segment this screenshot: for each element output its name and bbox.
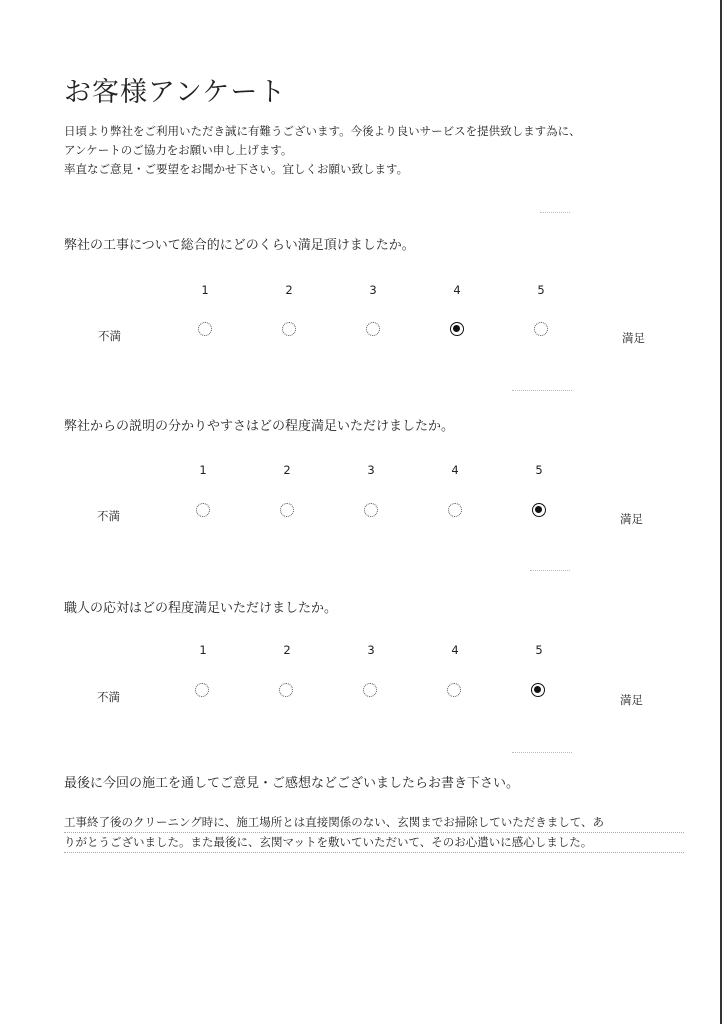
question-3-text: 職人の応対はどの程度満足いただけましたか。 [64, 601, 338, 616]
question-1-text: 弊社の工事について総合的にどのくらい満足頂けましたか。 [64, 238, 415, 253]
scale-number: 4 [453, 283, 461, 297]
rating-radio-q3-1[interactable] [195, 683, 209, 697]
rating-radio-q3-5[interactable] [531, 683, 545, 697]
comment-question: 最後に今回の施工を通してご意見・ご感想などございましたらお書き下さい。 [64, 776, 520, 791]
rating-radio-q1-5[interactable] [534, 322, 548, 336]
scale-number: 1 [199, 463, 207, 477]
comment-line: りがとうございました。また最後に、玄関マットを敷いていただいて、そのお心遣いに感心しました。 [64, 833, 684, 853]
scale-number: 4 [451, 463, 459, 477]
scan-speck [530, 570, 570, 572]
scale-number: 3 [367, 643, 375, 657]
comment-line: 工事終了後のクリーニング時に、施工場所とは直接関係のない、玄関までお掃除していただきまして、あ [64, 813, 684, 833]
scale-low-label: 不満 [97, 690, 120, 704]
rating-radio-q3-3[interactable] [363, 683, 377, 697]
scale-number: 1 [201, 283, 209, 297]
rating-radio-q1-3[interactable] [366, 322, 380, 336]
scale-number: 2 [283, 463, 291, 477]
scale-number: 3 [369, 283, 377, 297]
scan-speck [512, 752, 572, 754]
intro-text [64, 122, 684, 179]
intro-line: 日頃より弊社をご利用いただき誠に有難うございます。今後より良いサービスを提供致します為に、 [64, 124, 581, 138]
scale-number: 2 [283, 643, 291, 657]
scale-number: 3 [367, 463, 375, 477]
scale-number: 5 [537, 283, 545, 297]
rating-radio-q2-3[interactable] [364, 503, 378, 517]
scale-high-label: 満足 [620, 512, 643, 526]
scan-speck [540, 212, 570, 214]
intro-line: アンケートのご協力をお願い申し上げます。 [64, 143, 293, 157]
page-title: お客様アンケート [64, 77, 287, 108]
scale-low-label: 不満 [97, 509, 120, 523]
scale-low-label: 不満 [98, 329, 121, 343]
rating-radio-q2-4[interactable] [448, 503, 462, 517]
scale-high-label: 満足 [620, 693, 643, 707]
comment-answer [64, 813, 684, 853]
rating-radio-q1-1[interactable] [198, 322, 212, 336]
scale-high-label: 満足 [622, 331, 645, 345]
scale-number: 2 [285, 283, 293, 297]
scale-number: 5 [535, 643, 543, 657]
rating-radio-q2-1[interactable] [196, 503, 210, 517]
page-edge [720, 0, 722, 1024]
rating-radio-q1-4[interactable] [450, 322, 464, 336]
scale-number: 5 [535, 463, 543, 477]
scan-speck [512, 390, 572, 392]
rating-radio-q3-4[interactable] [447, 683, 461, 697]
rating-radio-q3-2[interactable] [279, 683, 293, 697]
scale-number: 1 [199, 643, 207, 657]
rating-radio-q1-2[interactable] [282, 322, 296, 336]
intro-line: 率直なご意見・ご要望をお聞かせ下さい。宜しくお願い致します。 [64, 162, 409, 176]
rating-radio-q2-5[interactable] [532, 503, 546, 517]
rating-radio-q2-2[interactable] [280, 503, 294, 517]
question-2-text: 弊社からの説明の分かりやすさはどの程度満足いただけましたか。 [64, 419, 455, 434]
scale-number: 4 [451, 643, 459, 657]
